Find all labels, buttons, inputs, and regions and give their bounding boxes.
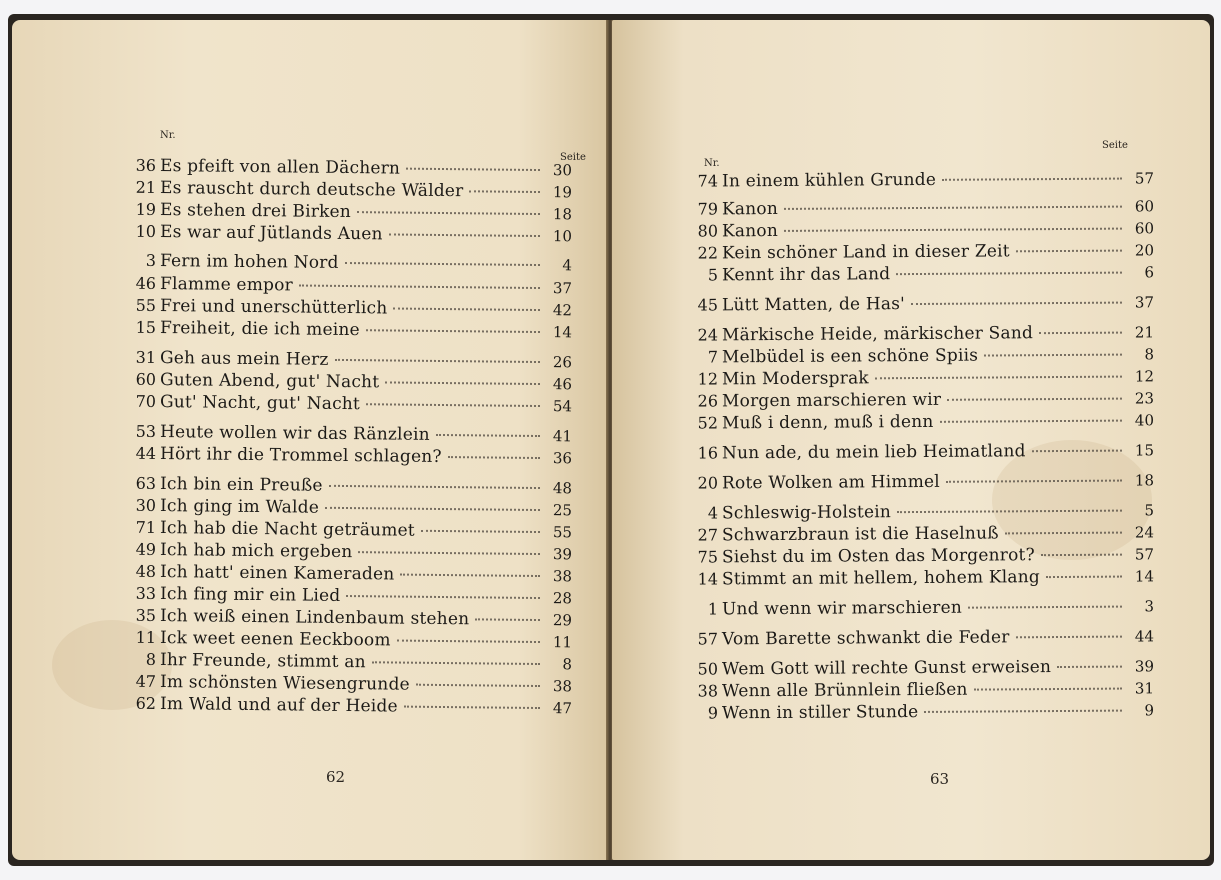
dot-leader [469,190,540,193]
song-title: Es stehen drei Birken [159,200,352,223]
dot-leader [366,329,540,333]
song-number: 3 [145,250,157,271]
dot-leader [984,354,1122,357]
left-header-nr: Nr. [160,130,176,141]
toc-row [682,626,1154,651]
page-reference: 40 [1134,411,1155,430]
page-reference: 57 [1134,545,1155,564]
song-title: Kennt ihr das Land [721,264,891,286]
song-number: 14 [697,569,719,589]
page-reference: 29 [552,611,573,630]
right-header-nr: Nr. [704,158,720,169]
page-reference: 24 [1134,523,1155,542]
dot-leader [974,688,1122,691]
page-reference: 11 [552,633,573,652]
song-title: Guten Abend, gut' Nacht [159,370,380,393]
song-title: Im Wald und auf der Heide [159,694,398,717]
song-number: 52 [697,413,719,433]
dot-leader [897,510,1122,514]
page-reference: 37 [552,279,573,298]
dot-leader [346,595,540,599]
song-title: Muß i denn, muß i denn [721,411,934,434]
right-header-seite: Seite [1102,140,1128,151]
page-reference: 30 [552,161,573,180]
toc-row [682,700,1154,725]
dot-leader [299,285,540,290]
dot-leader [366,403,540,407]
page-reference: 46 [552,375,573,394]
song-number: 38 [697,681,719,701]
page-reference: 10 [552,227,573,246]
dot-leader [1041,554,1122,557]
page-reference: 31 [1134,679,1155,698]
page-reference: 54 [552,397,573,416]
page-reference: 8 [562,655,573,674]
song-number: 44 [135,443,157,464]
dot-leader [406,168,540,171]
song-title: Ich ging im Walde [159,496,320,518]
song-number: 5 [707,265,719,285]
toc-row [120,392,572,419]
dot-leader [421,530,540,533]
left-page [12,20,608,860]
song-title: Stimmt an mit hellem, hohem Klang [721,567,1041,590]
toc-row [682,470,1154,495]
page-reference: 14 [552,323,573,342]
dot-leader [448,456,540,459]
song-number: 15 [135,317,157,338]
song-number: 7 [707,347,719,367]
song-title: Hört ihr die Trommel schlagen? [159,444,442,468]
song-number: 16 [697,443,719,463]
song-title: Lütt Matten, de Has' [721,294,906,316]
song-title: Ich hab mich ergeben [159,540,353,563]
song-title: Rote Wolken am Himmel [721,471,940,494]
dot-leader [875,376,1122,380]
dot-leader [946,480,1122,483]
dot-leader [393,307,540,311]
song-title: Wem Gott will rechte Gunst erweisen [721,657,1052,680]
dot-leader [416,684,540,687]
page-reference: 38 [552,567,573,586]
toc-row [682,440,1154,465]
page-reference: 5 [1144,501,1155,520]
dot-leader [924,710,1122,713]
toc-row [120,694,572,721]
song-number: 71 [135,517,157,538]
open-book [8,14,1214,866]
toc-row [120,444,572,471]
song-number: 47 [135,671,157,692]
song-title: Es war auf Jütlands Auen [159,222,383,245]
song-number: 74 [697,171,719,191]
song-number: 30 [135,495,157,516]
left-page-number: 62 [326,768,346,786]
dot-leader [329,485,540,489]
page-reference: 26 [552,353,573,372]
song-number: 49 [135,539,157,560]
song-number: 10 [135,221,157,242]
toc-row [682,292,1154,317]
dot-leader [1016,250,1122,253]
dot-leader [345,262,540,266]
song-number: 53 [135,421,157,442]
song-title: Melbüdel is een schöne Spiis [721,345,979,368]
song-title: Ich hab die Nacht geträumet [159,518,415,541]
dot-leader [436,434,540,437]
page-reference: 60 [1134,197,1155,216]
song-title: Schwarzbraun ist die Haselnuß [721,523,999,546]
dot-leader [947,398,1122,401]
song-number: 31 [135,347,157,368]
page-reference: 23 [1134,389,1155,408]
page-reference: 18 [1134,471,1155,490]
right-page-number: 63 [930,770,950,788]
song-number: 33 [135,583,157,604]
page-reference: 25 [552,501,573,520]
song-number: 12 [697,369,719,389]
page-reference: 21 [1134,323,1155,342]
song-number: 21 [135,177,157,198]
song-title: Gut' Nacht, gut' Nacht [159,392,361,415]
song-title: Heute wollen wir das Ränzlein [159,422,430,445]
song-title: Im schönsten Wiesengrunde [159,672,410,695]
toc-row [682,262,1154,287]
page-reference: 18 [552,205,573,224]
page-reference: 12 [1134,367,1155,386]
song-number: 75 [697,547,719,567]
page-reference: 48 [552,479,573,498]
dot-leader [397,640,540,644]
song-title: Siehst du im Osten das Morgenrot? [721,545,1035,568]
song-number: 1 [707,599,719,619]
dot-leader [358,551,540,555]
song-number: 70 [135,391,157,412]
song-title: Flamme empor [159,274,294,296]
song-title: Ich hatt' einen Kameraden [159,562,395,585]
song-number: 79 [697,199,719,219]
song-title: Kein schöner Land in dieser Zeit [721,241,1010,264]
page-reference: 55 [552,523,573,542]
song-number: 27 [697,525,719,545]
song-title: Vom Barette schwankt die Feder [721,627,1010,650]
page-reference: 60 [1134,219,1155,238]
song-title: Kanon [721,220,779,242]
page-reference: 47 [552,699,573,718]
toc-row [682,596,1154,621]
dot-leader [404,706,540,709]
dot-leader [911,302,1122,305]
song-title: Schleswig-Holstein [721,502,892,524]
song-title: Fern im hohen Nord [159,251,339,273]
song-title: Ich weiß einen Lindenbaum stehen [159,606,470,630]
song-number: 4 [707,503,719,523]
song-number: 35 [135,605,157,626]
dot-leader [1005,532,1122,535]
page-reference: 38 [552,677,573,696]
song-number: 36 [135,155,157,176]
page-reference: 20 [1134,241,1155,260]
song-number: 57 [697,629,719,649]
song-number: 20 [697,473,719,493]
toc-row [682,566,1154,591]
dot-leader [325,507,540,511]
song-number: 45 [697,295,719,315]
song-title: Und wenn wir marschieren [721,597,963,620]
dot-leader [372,661,540,665]
song-title: Wenn in stiller Stunde [721,701,919,724]
toc-row [120,222,572,249]
dot-leader [1046,576,1122,579]
dot-leader [784,228,1122,232]
song-number: 24 [697,325,719,345]
page-reference: 57 [1134,169,1155,188]
page-reference: 6 [1144,263,1155,282]
dot-leader [1016,636,1122,639]
toc-row [120,318,572,345]
song-number: 48 [135,561,157,582]
dot-leader [940,420,1122,423]
song-number: 60 [135,369,157,390]
song-title: Märkische Heide, märkischer Sand [721,323,1034,346]
song-title: Nun ade, du mein lieb Heimatland [721,441,1026,464]
song-title: Ick weet eenen Eeckboom [159,628,391,651]
dot-leader [1057,666,1122,668]
song-title: Es pfeift von allen Dächern [159,156,401,179]
song-number: 63 [135,473,157,494]
song-number: 22 [697,243,719,263]
dot-leader [942,178,1122,181]
song-number: 19 [135,199,157,220]
song-title: Kanon [721,198,779,220]
dot-leader [1039,332,1122,335]
dot-leader [400,574,540,577]
dot-leader [475,618,540,621]
dot-leader [896,272,1122,276]
page-reference: 14 [1134,567,1155,586]
page-reference: 44 [1134,627,1155,646]
dot-leader [784,206,1122,210]
dot-leader [385,381,540,385]
song-number: 80 [697,221,719,241]
song-title: In einem kühlen Grunde [721,169,937,192]
page-reference: 19 [552,183,573,202]
song-number: 50 [697,659,719,679]
toc-row [682,410,1154,435]
page-reference: 42 [552,301,573,320]
song-title: Es rauscht durch deutsche Wälder [159,178,464,202]
left-header-seite: Seite [560,152,586,163]
page-reference: 9 [1144,701,1155,720]
dot-leader [335,359,540,363]
song-title: Freiheit, die ich meine [159,318,360,341]
page-reference: 4 [562,256,573,275]
song-title: Ich bin ein Preuße [159,474,323,496]
song-title: Morgen marschieren wir [721,389,942,412]
right-page [612,20,1210,860]
song-title: Min Modersprak [721,368,869,390]
song-number: 55 [135,295,157,316]
page-reference: 39 [1134,657,1155,676]
page-reference: 28 [552,589,573,608]
page-reference: 15 [1134,441,1155,460]
page-reference: 3 [1144,597,1155,616]
dot-leader [1032,450,1122,453]
song-title: Frei und unerschütterlich [159,296,388,319]
page-reference: 36 [552,449,573,468]
song-number: 9 [707,703,719,723]
page-reference: 41 [552,427,573,446]
page-reference: 39 [552,545,573,564]
song-number: 11 [135,627,157,648]
page-reference: 8 [1144,345,1155,364]
song-number: 26 [697,391,719,411]
song-number: 46 [135,273,157,294]
toc-row [682,168,1154,193]
dot-leader [389,233,540,237]
song-number: 62 [135,693,157,714]
song-number: 8 [145,649,157,670]
song-title: Wenn alle Brünnlein fließen [721,679,968,702]
dot-leader [968,606,1122,609]
page-reference: 37 [1134,293,1155,312]
song-title: Ich fing mir ein Lied [159,584,341,606]
dot-leader [357,211,540,215]
song-title: Geh aus mein Herz [159,348,329,370]
song-title: Ihr Freunde, stimmt an [159,650,366,673]
